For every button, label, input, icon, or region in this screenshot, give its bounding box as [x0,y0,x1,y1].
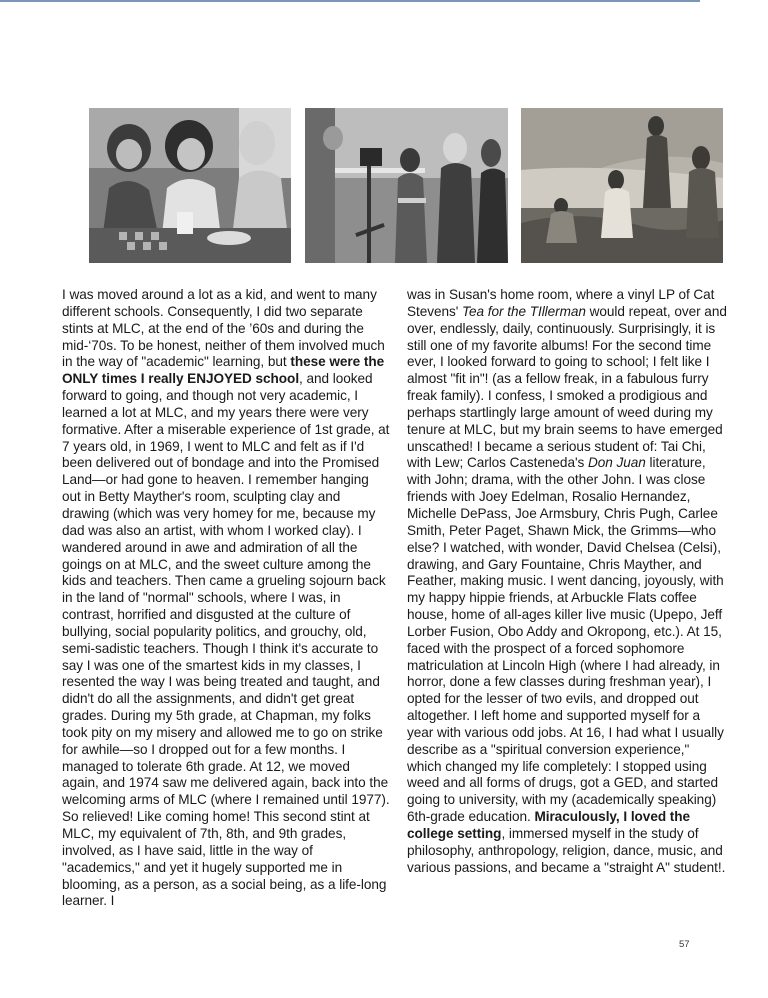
right-bold-text: Miraculously, I loved the college setting [407,809,691,841]
photo-group-outdoors [521,108,723,263]
right-text-4: , immersed myself in the study of philosophy, anthropology, religion, dance, music, and various passions, and became a "straight A" student!. [407,826,726,875]
photo-girls-at-table [89,108,291,263]
top-rule [0,0,700,2]
left-text-column [62,287,390,910]
album-title: Tea for the TIllerman [462,303,586,319]
right-text-2: would repeat, over and over, endlessly, daily, continuously. Surprisingly, it is still one of my favorite albums! For the second time ever, I looked forward to going to school; I felt like I almost "fit in"! (as a fellow freak, in a fabulous furry freak family). I confess, I smoked a prodigious and perhaps startlingly large amount of weed during my tenure at MLC, but my brain seems to have emerged unscathed! I became a serious student of: Tai Chi, with Lew; Carlos Casteneda's [407,303,727,471]
left-bold-text: these were the ONLY times I really ENJOYED school [62,354,385,387]
left-text-2: , and looked forward to going, and though not very academic, I learned a lot at MLC, and my years there were very formative. After a miserable experience of 1st grade, at 7 years old, in 1969, I went to MLC and felt as if I'd been delivered out of bondage and into the Promised Land—or had gone to heaven. I remember hanging out in Betty Mayther's room, sculpting clay and drawing (which was very homey for me, because my dad was also an artist, with whom I worked clay). I wandered around in awe and admiration of all the goings on at MLC, and the sweet culture among the kids and teachers. Then came a grueling sojourn back in the land of "normal" schools, where I was, in contrast, horrified and disgusted at the culture of bullying, social popularity politics, and grouchy, old, semi-sadistic teachers. Though I think it's accurate to say I was one of the smartest kids in my classes, I resented the way I was being treated and taught, and didn't do all the assignments, and didn't get great grades. During my 5th grade, at Chapman, my folks took pity on my misery and allowed me to go on strike for awhile—so I dropped out for a few months. I managed to tolerate 6th grade. At 12, we moved again, and 1974 saw me delivered again, back into the welcoming arms of MLC (where I remained until 1977). So relieved! Like coming home! This second stint at MLC, my equivalent of 7th, 8th, and 9th grades, involved, as I have said, little in the way of "academics," and yet it hugely supported me in blooming, as a person, as a social being, as a life-long learner. I [62,371,390,909]
book-title: Don Juan [587,455,646,471]
right-text-3: literature, with John; drama, with the other John. I was close friends with Joey Edelman, Rosalio Hernandez, Michelle DePass, Joe Armsbury, Chris Pugh, Carlee Smith, Peter Paget, Shawn Mick, the Grimms—who else? I watched, with wonder, David Chelsea (Celsi), drawing, and Gary Fountaine, Chris Mayther, and Feather, making music. I went dancing, joyously, with my happy hippie friends, at Arbuckle Flats coffee house, home of all-ages killer live music (Upepo, Jeff Lorber Fusion, Obo Addy and Okropong, etc.). At 15, faced with the prospect of a forced sophomore matriculation at Lincoln High (where I had already, in horror, done a few classes during freshman year), I opted for the lesser of two evils, and dropped out altogether. I left home and supported myself for a year with various odd jobs. At 16, I had what I usually describe as a "spiritual conversion experience," which changed my life completely: I stopped using weed and all forms of drugs, got a GED, and started going to university, with my (academically speaking) 6th-grade education. [407,455,724,825]
right-text-column [407,287,727,877]
left-paragraph [62,287,390,910]
page-number: 57 [679,939,690,950]
photo-students-with-camera [305,108,508,263]
right-paragraph [407,287,727,877]
left-text-1: I was moved around a lot as a kid, and went to many different schools. Consequently, I did two separate stints at MLC, at the end of the ’60s and during the mid-‘70s. To be honest, neither of them involved much in the way of "academic" learning, but [62,287,385,370]
right-text-1: was in Susan's home room, where a vinyl LP of Cat Stevens' [407,287,715,319]
